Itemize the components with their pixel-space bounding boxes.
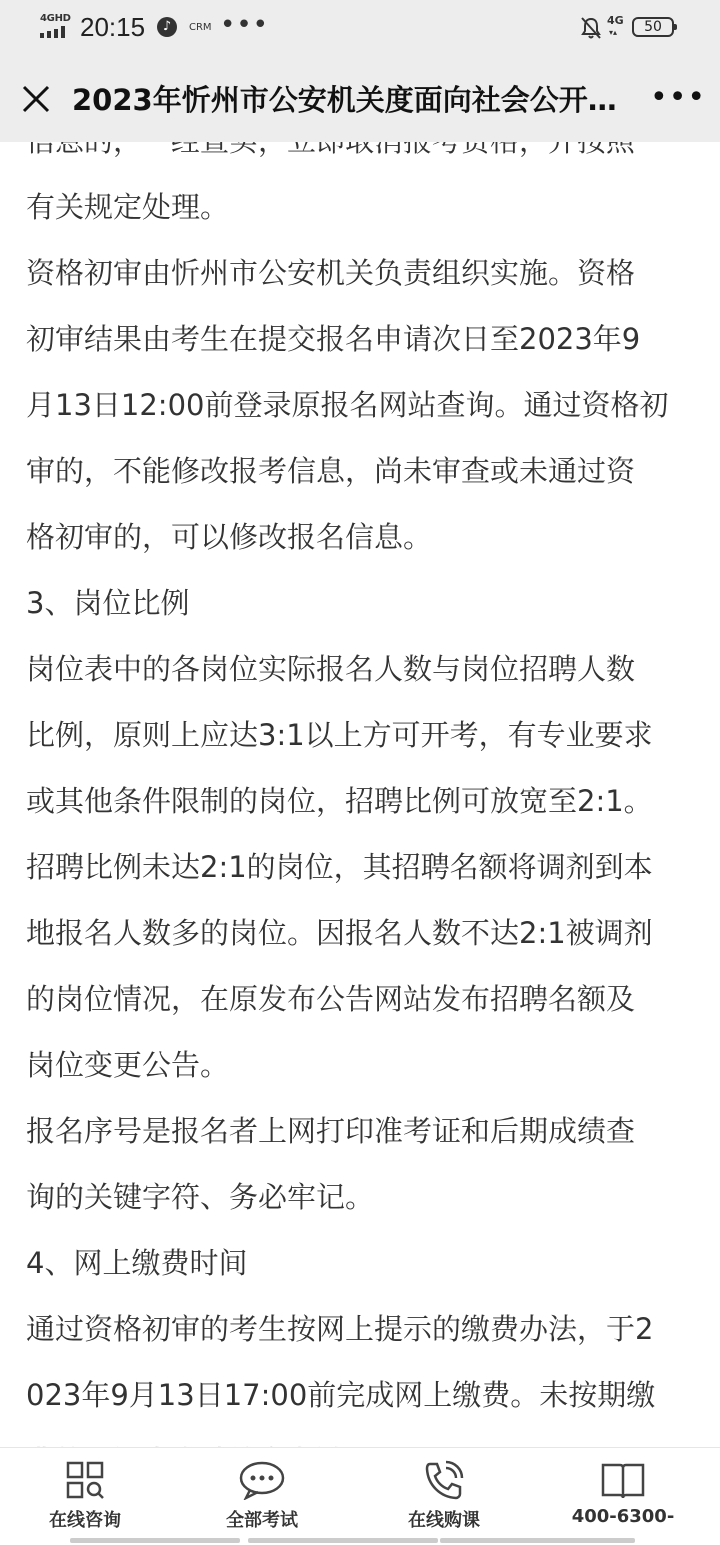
- mute-bell-icon: [580, 16, 602, 40]
- paragraph-line: 月13日12:00前登录原报名网站查询。通过资格初: [26, 388, 669, 422]
- paragraph-line: 初审结果由考生在提交报名申请次日至2023年9: [26, 322, 641, 356]
- paragraph-line: 的岗位情况，在原发布公告网站发布招聘名额及: [26, 982, 636, 1016]
- nav-label: 在线咨询: [49, 1510, 121, 1531]
- nav-item-online-consult[interactable]: [0, 1460, 170, 1540]
- nav-label: 全部考试: [226, 1510, 298, 1531]
- paragraph-line: 询的关键字符、务必牢记。: [26, 1180, 375, 1214]
- paragraph-line: 或其他条件限制的岗位，招聘比例可放宽至2:1。: [26, 784, 653, 818]
- paragraph-line: 通过资格初审的考生按网上提示的缴费办法，于2: [26, 1312, 654, 1346]
- network-type: 4GHD: [40, 13, 71, 24]
- chat-bubble-icon: [238, 1460, 286, 1500]
- battery-icon: 50: [632, 17, 674, 37]
- music-icon: ♪: [157, 17, 177, 37]
- status-time: 20:15: [80, 12, 146, 42]
- nav-item-all-exams[interactable]: [177, 1460, 347, 1540]
- status-bar: [0, 0, 720, 58]
- nav-item-hotline[interactable]: [538, 1460, 708, 1540]
- network-type-right: 4G: [607, 14, 624, 27]
- more-options-icon[interactable]: •••: [650, 80, 707, 115]
- article-content: [26, 108, 696, 1494]
- data-arrows-icon: ▾▴: [609, 28, 618, 37]
- nav-label: 在线购课: [408, 1510, 480, 1531]
- bottom-nav: [0, 1447, 720, 1545]
- paragraph-line: 岗位表中的各岗位实际报名人数与岗位招聘人数: [26, 652, 636, 686]
- paragraph-line: 招聘比例未达2:1的岗位，其招聘名额将调剂到本: [26, 850, 653, 884]
- paragraph-line: 审的，不能修改报考信息，尚未审查或未通过资: [26, 454, 636, 488]
- title-bar: [0, 58, 720, 142]
- paragraph-line: 资格初审由忻州市公安机关负责组织实施。资格: [26, 256, 636, 290]
- paragraph-line: 比例，原则上应达3:1以上方可开考，有专业要求: [26, 718, 653, 752]
- nav-item-buy-course[interactable]: [359, 1460, 529, 1540]
- section-heading: 4、网上缴费时间: [26, 1246, 248, 1280]
- grid-search-icon: [65, 1460, 105, 1500]
- section-heading: 3、岗位比例: [26, 586, 190, 620]
- crm-label: CRM: [189, 22, 212, 33]
- nav-label: 400-6300-: [571, 1506, 675, 1527]
- paragraph-line: 岗位变更公告。: [26, 1048, 230, 1082]
- paragraph-line: 地报名人数多的岗位。因报名人数不达2:1被调剂: [26, 916, 653, 950]
- paragraph-line: 报名序号是报名者上网打印准考证和后期成绩查: [26, 1114, 636, 1148]
- page-title: 2023年忻州市公安机关度面向社会公开…: [72, 83, 617, 117]
- paragraph-line: 格初审的，可以修改报名信息。: [26, 520, 433, 554]
- signal-icon: [40, 26, 70, 38]
- close-icon[interactable]: [18, 81, 54, 117]
- nav-indicator-bars: [0, 1538, 720, 1544]
- phone-icon: [422, 1460, 466, 1500]
- paragraph-line: 023年9月13日17:00前完成网上缴费。未按期缴: [26, 1378, 656, 1412]
- book-icon: [600, 1460, 646, 1500]
- paragraph-line: 有关规定处理。: [26, 190, 230, 224]
- notification-dots-icon: •••: [220, 10, 270, 40]
- content-fade: [0, 1418, 720, 1450]
